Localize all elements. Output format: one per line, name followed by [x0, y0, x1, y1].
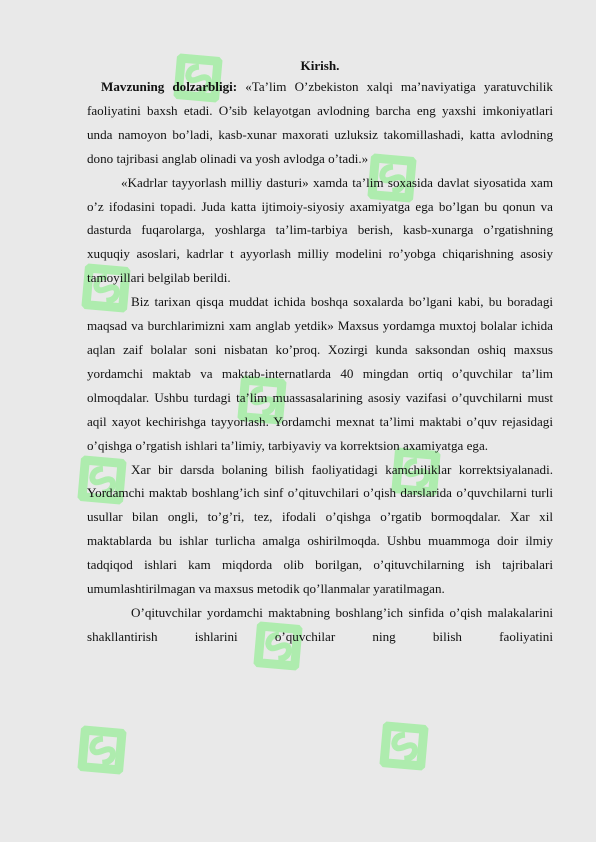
- paragraph-relevance: [87, 75, 553, 171]
- paragraph-special-schools: Biz tarixan qisqa muddat ichida boshqa soxalarda bo’lgani kabi, bu boradagi maqsad va burchlarimizni xam anglab yetdik» Maxsus yordamga muxtoj bolalar ichida aqlan zaif bolalar soni nisbatan ko’proq. Xozirgi kunda saksondan oshiq maxsus yordamchi maktab va maktab-internatlarda 40 mingdan ortiq o’quvchilar ta’lim olmoqdalar. Ushbu turdagi ta’lim muassasalarining asosiy vazifasi o’quvchilarni must aqil xayot kechirishga tayyorlash. Yordamchi mexnat ta’limi maktabi o’quv rejasidagi o’qishga o’rgatish ishlari ta’limiy, tarbiyaviy va korrektsion axamiyatga ega.: [87, 294, 553, 453]
- paragraph-lessons: Xar bir darsda bolaning bilish faoliyatidagi kamchiliklar korrektsiyalanadi. Yordamchi maktab boshlang’ich sinf o’qituvchilari o’qish darslarida o’quvchilarni turli usullar bilan ongli, to’g’ri, tez, ifodali o’qishga o’rgatib bormoqdalar. Xar xil maktablarda bu ishlar turlicha amalga oshirilmoqda. Ushbu muammoga doir ilmiy tadqiqod ishlari kam miqdorda olib borilgan, o’qituvchilarning ish tajribalari umumlashtirilmagan va maxsus metodik qo’llanmalar yaratilmagan.: [87, 461, 553, 597]
- document-body: [87, 58, 553, 649]
- watermark-logo-icon: [362, 704, 447, 789]
- paragraph-national-program: «Kadrlar tayyorlash milliy dasturi» xamda ta’lim soxasida davlat siyosatida xam o’z ifodasini topadi. Juda katta ijtimoiy-siyosiy axamiyatga ega bo’lgan bu qonun va dasturda fuqarolarga, yoshlarga ta’lim-tarbiya berish, kasb-xunarga o’rgatishning xuquqiy asoslari, kadrlar t ayyorlash milliy modelini ro’yobga chiqarishning asosiy tamoyillari belgilab berildi.: [87, 174, 553, 286]
- paragraph-teachers: O’qituvchilar yordamchi maktabning boshlang’ich sinfida o’qish malakalarini shakllantirish ishlarini o’quvchilar ning bilish faoliyatini: [87, 604, 553, 644]
- relevance-heading: Mavzuning dolzarbligi:: [101, 79, 238, 94]
- document-title: Kirish.: [300, 58, 340, 73]
- relevance-text: «Ta’lim O’zbekiston xalqi ma’naviyatiga yaratuvchilik faoliyatini baxsh etadi. O’sib kelayotgan avlodning barcha eng yaxshi imkoniyatlari unda namoyon bo’ladi, kasb-xunar maxorati uzluksiz takomillashadi, katta avlodning dono tajribasi anglab olinadi va yosh avlodga o’tadi.»: [87, 79, 553, 166]
- watermark-logo-icon: [60, 708, 145, 793]
